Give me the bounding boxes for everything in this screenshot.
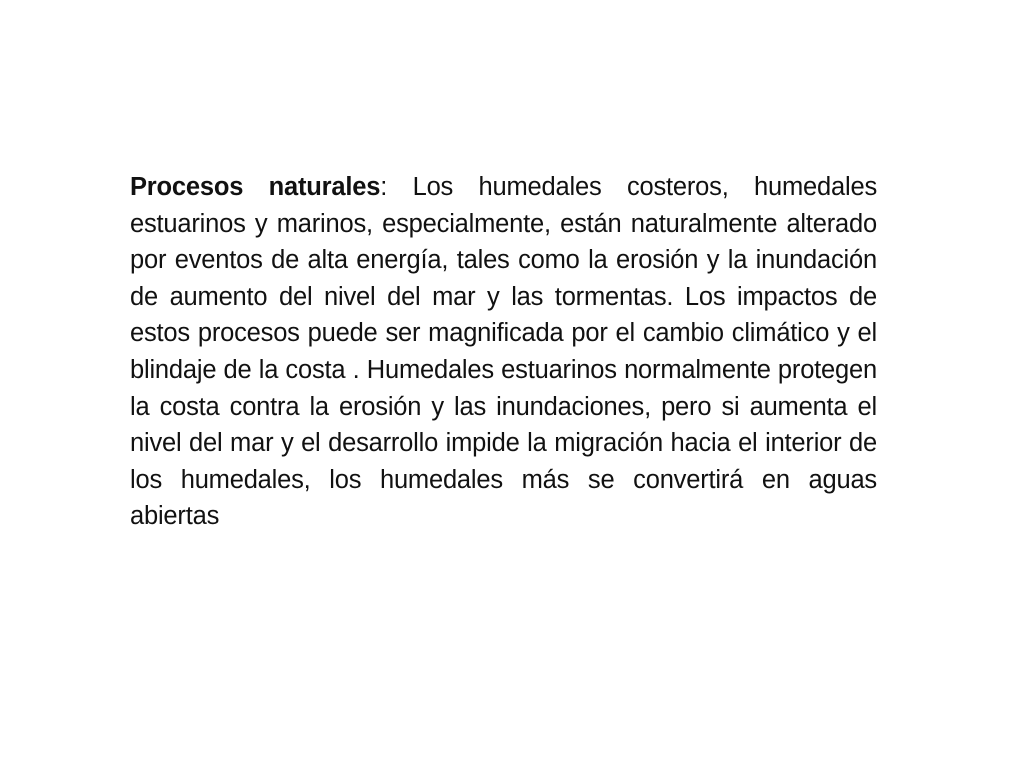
paragraph-body: : Los humedales costeros, humedales estuarinos y marinos, especialmente, están naturalmente alterado por eventos de alta energía, tales como la erosión y la inundación de aumento del nivel del mar y las tormentas. Los impactos de estos procesos puede ser magnificada por el cambio climático y el blindaje de la costa . Humedales estuarinos normalmente protegen la costa contra la erosión y las inundaciones, pero si aumenta el nivel del mar y el desarrollo impide la migración hacia el interior de los humedales, los humedales más se convertirá en aguas abiertas — [130, 173, 877, 531]
term-heading: Procesos naturales — [130, 173, 381, 201]
slide-paragraph — [130, 169, 877, 535]
